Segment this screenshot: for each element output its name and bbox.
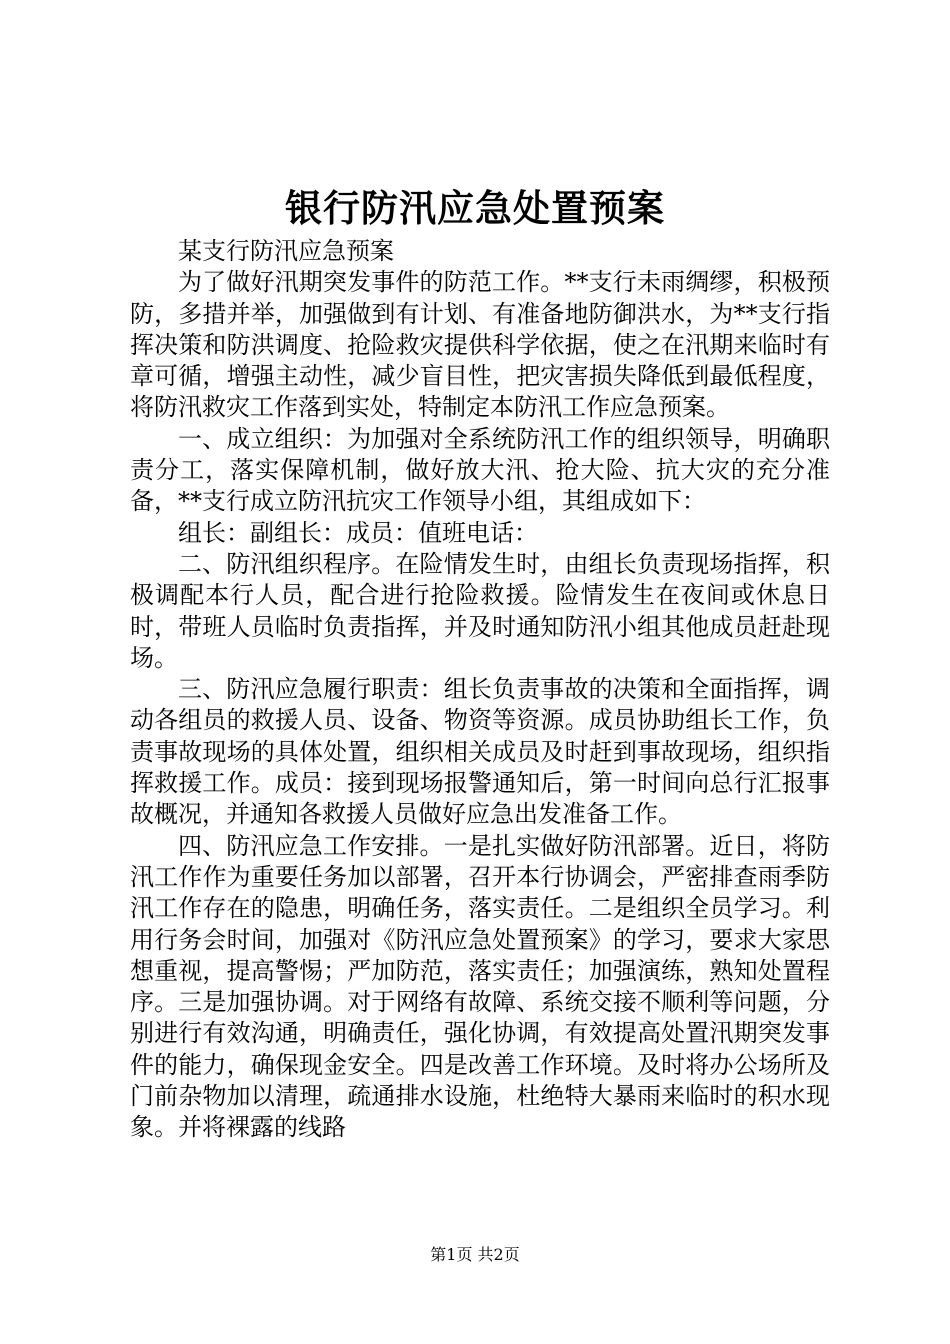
paragraph-duties: 三、防汛应急履行职责：组长负责事故的决策和全面指挥，调动各组员的救援人员、设备、物资等资源。成员协助组长工作，负责事故现场的具体处置，组织相关成员及时赶到事故现场，组织指挥救援工作。成员：接到现场报警通知后，第一时间向总行汇报事故概况，并通知各救援人员做好应急出发准备工作。: [130, 675, 830, 829]
document-title: 银行防汛应急处置预案: [285, 186, 665, 230]
document-body: [130, 236, 830, 1144]
paragraph-members: 组长：副组长：成员：值班电话：: [178, 518, 538, 547]
paragraph-arrangements: 四、防汛应急工作安排。一是扎实做好防汛部署。近日，将防汛工作作为重要任务加以部署，召开本行协调会，严密排查雨季防汛工作存在的隐患，明确任务，落实责任。二是组织全员学习。利用行务会时间，加强对《防汛应急处置预案》的学习，要求大家思想重视，提高警惕；严加防范，落实责任；加强演练，熟知处置程序。三是加强协调。对于网络有故障、系统交接不顺利等问题，分别进行有效沟通，明确责任，强化协调，有效提高处置汛期突发事件的能力，确保现金安全。四是改善工作环境。及时将办公场所及门前杂物加以清理，疏通排水设施，杜绝特大暴雨来临时的积水现象。并将裸露的线路: [130, 831, 830, 1142]
paragraph-procedure: 二、防汛组织程序。在险情发生时，由组长负责现场指挥，积极调配本行人员，配合进行抢险救援。险情发生在夜间或休息日时，带班人员临时负责指挥，并及时通知防汛小组其他成员赶赴现场。: [130, 549, 830, 672]
paragraph-heading: 某支行防汛应急预案: [178, 237, 394, 265]
page-number: 第1页 共2页: [430, 1245, 520, 1264]
paragraph-organization: 一、成立组织：为加强对全系统防汛工作的组织领导，明确职责分工，落实保障机制，做好放大汛、抢大险、抗大灾的充分准备，**支行成立防汛抗灾工作领导小组，其组成如下：: [130, 424, 830, 516]
paragraph-intro: 为了做好汛期突发事件的防范工作。**支行未雨绸缪，积极预防，多措并举，加强做到有计划、有准备地防御洪水，为**支行指挥决策和防洪调度、抢险救灾提供科学依据，使之在汛期来临时有章可循，增强主动性，减少盲目性，把灾害损失降低到最低程度，将防汛救灾工作落到实处，特制定本防汛工作应急预案。: [130, 268, 830, 422]
